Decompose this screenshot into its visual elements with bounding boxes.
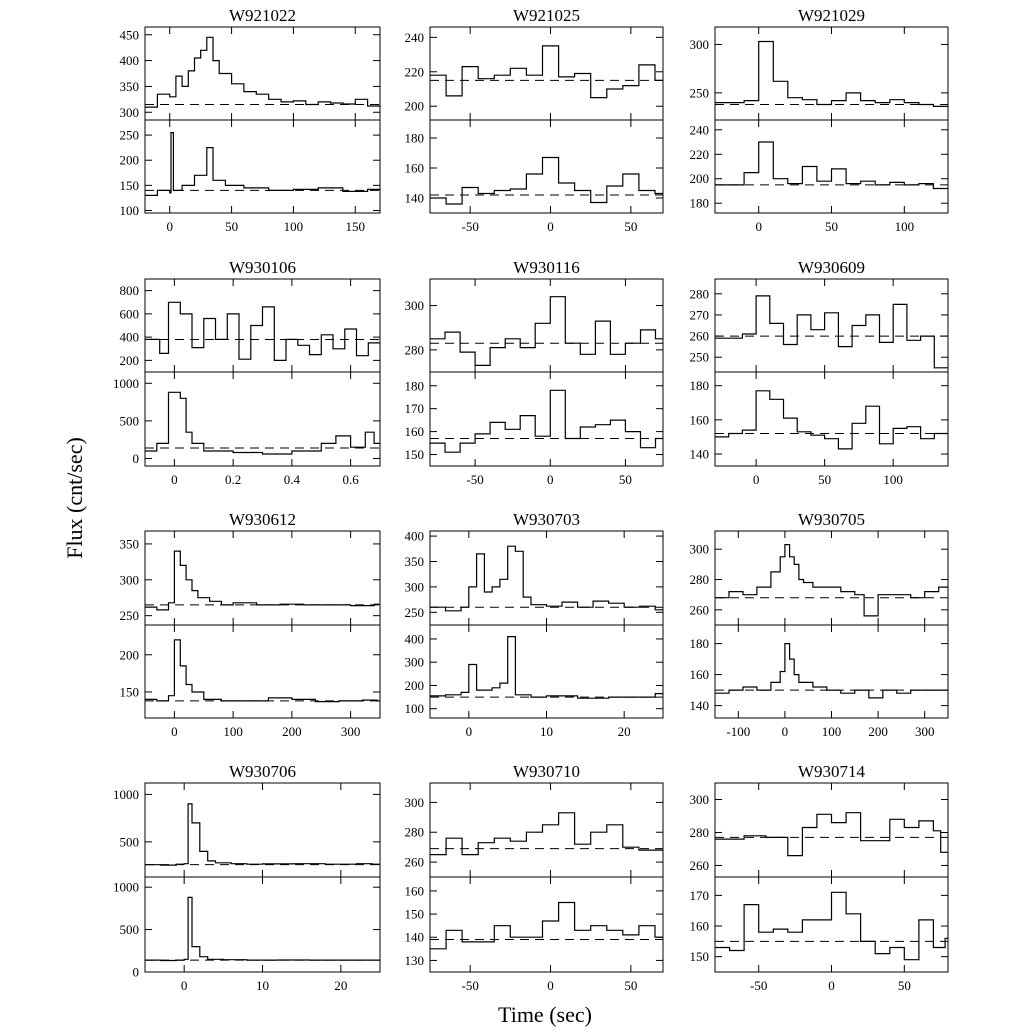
y-tick-label: 140: [689, 446, 709, 462]
y-tick-label: 280: [689, 572, 709, 588]
panel-w930714: [690, 762, 949, 993]
x-tick-label: 0: [752, 472, 760, 487]
y-tick-label: 130: [404, 952, 424, 968]
y-tick-label: 1000: [113, 375, 139, 391]
panel-w930106: [113, 258, 380, 487]
bottom-plot-frame: [430, 877, 663, 972]
y-tick-label: 250: [689, 349, 709, 365]
panel-title: W930703: [512, 510, 581, 529]
panel-w921022: [120, 6, 381, 234]
top-light-curve: [715, 296, 948, 368]
y-tick-label: 160: [404, 160, 424, 176]
top-plot-frame: [715, 27, 948, 120]
panel-title: W930609: [797, 258, 866, 277]
panel-title: W921025: [512, 6, 581, 25]
x-tick-label: -50: [461, 978, 479, 993]
y-tick-label: 160: [689, 667, 709, 683]
y-tick-label: 160: [404, 424, 424, 440]
x-tick-label: 0.4: [283, 472, 300, 487]
panel-w930710: [405, 762, 664, 993]
y-tick-label: 280: [404, 342, 424, 358]
panel-w930706: [113, 762, 380, 993]
y-tick-label: 300: [404, 298, 424, 314]
bottom-light-curve: [715, 892, 948, 959]
y-tick-label: 150: [689, 949, 709, 965]
x-tick-label: 100: [283, 219, 304, 234]
y-tick-label: 180: [689, 378, 709, 394]
x-tick-label: 0: [828, 978, 835, 993]
x-tick-label: 20: [617, 724, 631, 739]
y-tick-label: 200: [119, 352, 139, 368]
y-tick-label: 170: [404, 401, 424, 417]
x-tick-label: 100: [883, 472, 903, 487]
bottom-plot-frame: [715, 372, 948, 466]
bottom-plot-frame: [145, 120, 380, 213]
y-tick-label: 400: [119, 329, 139, 345]
panel-title: W930106: [228, 258, 297, 277]
panel-w930612: [120, 510, 381, 739]
y-tick-label: 260: [689, 857, 709, 873]
top-plot-frame: [715, 783, 948, 877]
y-tick-label: 140: [404, 929, 424, 945]
y-tick-label: 140: [689, 698, 709, 714]
bottom-light-curve: [145, 133, 380, 196]
y-tick-label: 200: [404, 98, 424, 114]
bottom-plot-frame: [145, 625, 380, 718]
panel-title: W930612: [228, 510, 297, 529]
x-tick-label: -50: [461, 219, 479, 234]
y-tick-label: 300: [404, 579, 424, 595]
x-tick-label: 100: [223, 724, 243, 739]
x-tick-label: 0.2: [225, 472, 242, 487]
panel-title: W930710: [512, 762, 581, 781]
y-tick-label: 140: [404, 190, 424, 206]
bottom-plot-frame: [715, 625, 948, 718]
y-tick-label: 400: [404, 631, 424, 647]
top-plot-frame: [715, 279, 948, 372]
x-tick-label: -50: [466, 472, 484, 487]
y-tick-label: 220: [689, 146, 709, 162]
y-tick-label: 300: [689, 36, 709, 52]
y-tick-label: 250: [119, 608, 139, 624]
x-tick-label: 50: [825, 219, 838, 234]
top-light-curve: [145, 804, 380, 865]
panel-title: W930705: [797, 510, 866, 529]
y-tick-label: 800: [119, 283, 139, 299]
y-tick-label: 160: [689, 918, 709, 934]
y-tick-label: 350: [119, 536, 139, 552]
y-axis-title: Flux (cnt/sec): [62, 437, 87, 559]
x-tick-label: 200: [282, 724, 302, 739]
panel-w921029: [690, 6, 949, 234]
y-tick-label: 280: [689, 824, 709, 840]
y-tick-label: 200: [404, 677, 424, 693]
bottom-light-curve: [145, 392, 380, 454]
y-tick-label: 200: [119, 152, 139, 168]
y-tick-label: 280: [404, 824, 424, 840]
x-tick-label: 0: [547, 219, 554, 234]
y-tick-label: 150: [119, 177, 139, 193]
x-tick-label: 0: [547, 978, 554, 993]
x-tick-label: 0: [180, 978, 188, 993]
y-tick-label: 250: [119, 127, 139, 143]
y-tick-label: 0: [132, 964, 139, 980]
x-tick-label: 300: [914, 724, 935, 739]
x-tick-label: 100: [894, 219, 915, 234]
panel-title: W930714: [797, 762, 866, 781]
top-light-curve: [145, 551, 380, 610]
x-tick-label: 10: [540, 724, 553, 739]
top-plot-frame: [430, 27, 663, 120]
y-tick-label: 300: [119, 104, 139, 120]
y-tick-label: 170: [689, 887, 709, 903]
x-tick-label: 0: [171, 724, 178, 739]
y-tick-label: 400: [119, 53, 139, 69]
top-plot-frame: [715, 531, 948, 625]
y-tick-label: 200: [119, 647, 139, 663]
y-tick-label: 280: [689, 286, 709, 302]
y-tick-label: 240: [404, 29, 424, 45]
bottom-light-curve: [430, 390, 663, 452]
y-tick-label: 200: [689, 171, 709, 187]
top-plot-frame: [430, 531, 663, 625]
x-tick-label: 0.6: [342, 472, 359, 487]
y-tick-label: 300: [119, 572, 139, 588]
panel-w921025: [405, 6, 664, 234]
top-light-curve: [715, 42, 948, 107]
x-tick-label: 0: [171, 472, 178, 487]
x-tick-label: 50: [818, 472, 832, 487]
top-light-curve: [430, 297, 663, 366]
top-light-curve: [145, 37, 380, 107]
panel-w930705: [690, 510, 949, 739]
y-tick-label: 150: [404, 906, 424, 922]
bottom-plot-frame: [715, 120, 948, 213]
x-tick-label: 50: [624, 978, 638, 993]
bottom-plot-frame: [430, 372, 663, 466]
y-tick-label: 1000: [113, 879, 139, 895]
x-tick-label: 0: [755, 219, 762, 234]
y-tick-label: 300: [689, 541, 709, 557]
panel-w930116: [405, 258, 664, 487]
top-plot-frame: [430, 783, 663, 877]
y-tick-label: 150: [404, 447, 424, 463]
x-tick-label: 10: [256, 978, 269, 993]
y-tick-label: 350: [404, 553, 424, 569]
x-tick-label: 0: [166, 219, 173, 234]
y-tick-label: 260: [689, 328, 709, 344]
bottom-plot-frame: [145, 877, 380, 972]
x-tick-label: 0: [781, 724, 789, 739]
y-tick-label: 500: [119, 834, 139, 850]
y-tick-label: 240: [689, 122, 709, 138]
top-plot-frame: [145, 531, 380, 625]
y-tick-label: 300: [689, 791, 709, 807]
y-tick-label: 350: [119, 78, 139, 94]
y-tick-label: 250: [404, 604, 424, 620]
x-tick-label: -50: [750, 978, 768, 993]
y-tick-label: 400: [404, 528, 424, 544]
y-tick-label: 300: [404, 654, 424, 670]
y-tick-label: 270: [689, 307, 709, 323]
y-tick-label: 220: [404, 64, 424, 80]
x-tick-label: 0: [547, 472, 554, 487]
bottom-light-curve: [430, 637, 663, 699]
y-tick-label: 150: [119, 684, 139, 700]
y-tick-label: 160: [689, 412, 709, 428]
y-tick-label: 100: [404, 701, 424, 717]
y-tick-label: 260: [404, 854, 424, 870]
bottom-light-curve: [430, 903, 663, 949]
y-tick-label: 180: [404, 378, 424, 394]
y-tick-label: 300: [404, 794, 424, 810]
bottom-light-curve: [145, 897, 380, 960]
bottom-plot-frame: [430, 625, 663, 718]
x-tick-label: 150: [345, 219, 366, 234]
x-tick-label: 50: [618, 472, 632, 487]
x-tick-label: 300: [340, 724, 361, 739]
y-tick-label: 0: [132, 450, 139, 466]
top-light-curve: [430, 46, 663, 98]
y-tick-label: 160: [404, 883, 424, 899]
top-plot-frame: [430, 279, 663, 372]
panel-title: W921029: [797, 6, 866, 25]
bottom-plot-frame: [430, 120, 663, 213]
top-plot-frame: [145, 783, 380, 877]
bottom-light-curve: [715, 391, 948, 449]
top-light-curve: [715, 813, 948, 856]
x-tick-label: 20: [334, 978, 348, 993]
panel-title: W930706: [228, 762, 297, 781]
bottom-light-curve: [430, 158, 663, 205]
y-tick-label: 250: [689, 85, 709, 101]
x-tick-label: 50: [225, 219, 239, 234]
y-tick-label: 500: [119, 413, 139, 429]
x-tick-label: -100: [726, 724, 751, 739]
bottom-plot-frame: [715, 877, 948, 972]
x-tick-label: 100: [821, 724, 842, 739]
top-light-curve: [715, 545, 948, 616]
y-tick-label: 450: [119, 27, 139, 43]
bottom-light-curve: [715, 142, 948, 189]
panel-title: W930116: [513, 258, 580, 277]
panel-title: W921022: [228, 6, 297, 25]
y-tick-label: 180: [689, 195, 709, 211]
panel-w930703: [405, 510, 664, 739]
panel-w930609: [690, 258, 949, 487]
top-light-curve: [145, 302, 380, 360]
y-tick-label: 1000: [113, 786, 139, 802]
top-light-curve: [430, 546, 663, 611]
y-tick-label: 180: [689, 636, 709, 652]
y-tick-label: 600: [119, 306, 139, 322]
x-tick-label: 200: [868, 724, 888, 739]
x-tick-label: 50: [897, 978, 911, 993]
x-tick-label: 50: [624, 219, 638, 234]
y-tick-label: 260: [689, 602, 709, 618]
y-tick-label: 100: [119, 202, 139, 218]
x-tick-label: 0: [465, 724, 473, 739]
y-tick-label: 500: [119, 922, 139, 938]
panels-group: [113, 6, 948, 993]
top-plot-frame: [145, 27, 380, 120]
x-axis-title: Time (sec): [498, 1002, 592, 1027]
y-tick-label: 180: [404, 130, 424, 146]
bottom-light-curve: [145, 640, 380, 702]
